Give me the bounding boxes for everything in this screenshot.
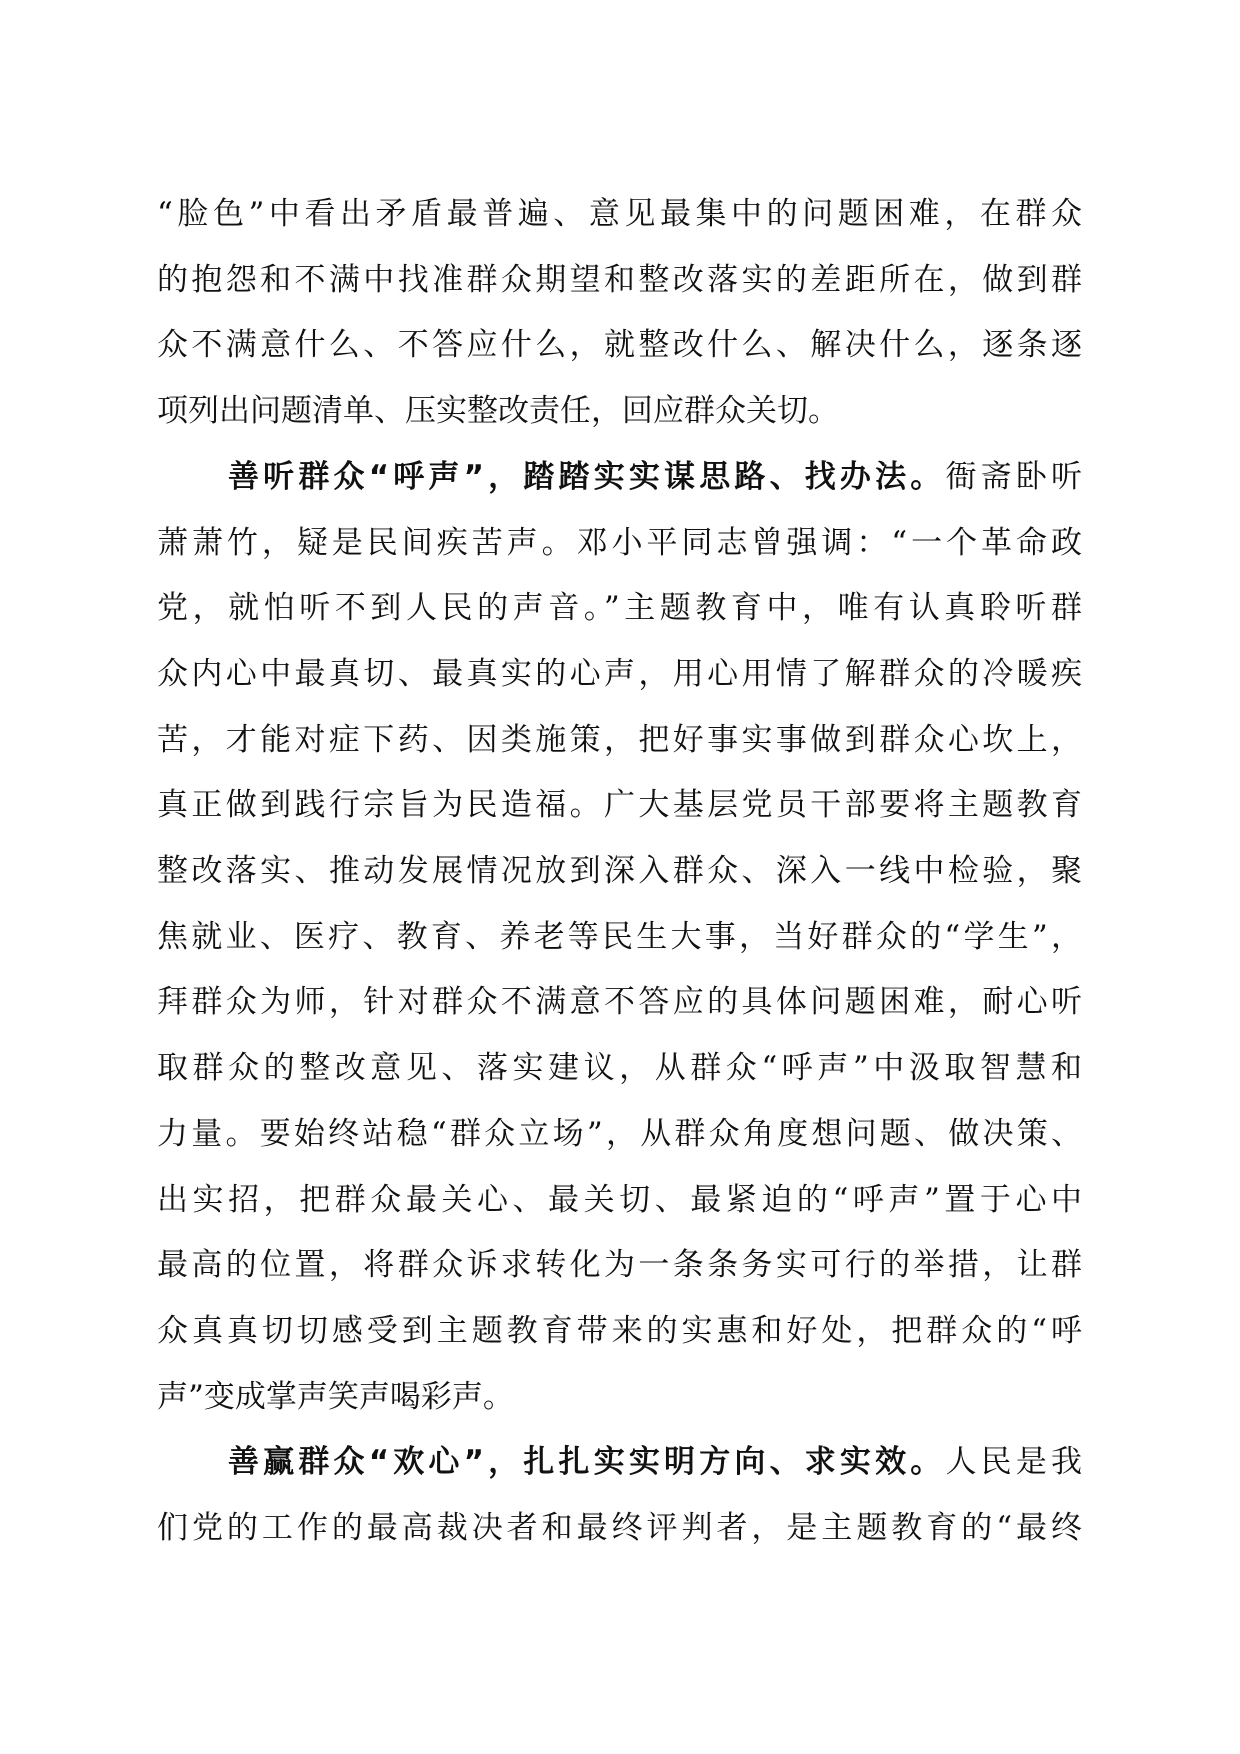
body-text: 最高的位置，将群众诉求转化为一条条务实可行的举措，让群: [157, 1247, 1082, 1284]
text-line: [157, 521, 1082, 565]
body-text: 苦，才能对症下药、因类施策，把好事实事做到群众心坎上，: [157, 721, 1082, 758]
body-text: 的抱怨和不满中找准群众期望和整改落实的差距所在，做到群: [157, 261, 1082, 298]
text-line: [157, 258, 1082, 302]
body-text: 取群众的整改意见、落实建议，从群众“呼声”中汲取智慧和: [157, 1050, 1082, 1087]
text-line: [157, 915, 1082, 959]
body-text: 焦就业、医疗、教育、养老等民生大事，当好群众的“学生”，: [157, 918, 1082, 955]
bold-lead-sentence: 善听群众“呼声”，踏踏实实谋思路、找办法。: [228, 458, 946, 495]
text-line: [157, 783, 1082, 827]
body-text: 衙斋卧听: [945, 458, 1082, 495]
text-line: [157, 323, 1082, 367]
text-line: [157, 1178, 1082, 1222]
body-text: 萧萧竹，疑是民间疾苦声。邓小平同志曾强调：“一个革命政: [157, 524, 1082, 561]
bold-lead-sentence: 善赢群众“欢心”，扎扎实实明方向、求实效。: [228, 1444, 946, 1481]
text-line: [157, 849, 1082, 893]
text-line: [157, 389, 1082, 433]
body-text: “脸色”中看出矛盾最普遍、意见最集中的问题困难，在群众: [157, 196, 1082, 232]
text-line: [157, 1506, 1082, 1550]
text-line: [157, 1243, 1082, 1287]
body-text: 众真真切切感受到主题教育带来的实惠和好处，把群众的“呼: [157, 1312, 1082, 1349]
paragraph-first-line: [157, 455, 1082, 499]
text-line: [157, 1309, 1082, 1353]
body-text: 力量。要始终站稳“群众立场”，从群众角度想问题、做决策、: [157, 1115, 1082, 1152]
text-line: [157, 718, 1082, 762]
body-text: 整改落实、推动发展情况放到深入群众、深入一线中检验，聚: [157, 853, 1082, 889]
body-text: 声”变成掌声笑声喝彩声。: [157, 1378, 514, 1415]
body-text: 众内心中最真切、最真实的心声，用心用情了解群众的冷暖疾: [157, 655, 1082, 692]
body-text: 项列出问题清单、压实整改责任，回应群众关切。: [157, 393, 839, 430]
text-line: [157, 1112, 1082, 1156]
text-line: [157, 1375, 1082, 1419]
text-line: [157, 652, 1082, 696]
text-line: [157, 1046, 1082, 1090]
body-text: 出实招，把群众最关心、最关切、最紧迫的“呼声”置于心中: [157, 1181, 1082, 1218]
text-line: [157, 192, 1082, 236]
body-text: 人民是我: [945, 1444, 1082, 1481]
body-text: 党，就怕听不到人民的声音。”主题教育中，唯有认真聆听群: [157, 590, 1082, 627]
body-text: 真正做到践行宗旨为民造福。广大基层党员干部要将主题教育: [157, 787, 1082, 824]
paragraph-first-line: [157, 1440, 1082, 1484]
text-line: [157, 980, 1082, 1024]
body-text: 众不满意什么、不答应什么，就整改什么、解决什么，逐条逐: [157, 327, 1082, 364]
body-text: 们党的工作的最高裁决者和最终评判者，是主题教育的“最终: [157, 1510, 1082, 1546]
text-line: [157, 586, 1082, 630]
body-text: 拜群众为师，针对群众不满意不答应的具体问题困难，耐心听: [157, 984, 1082, 1021]
